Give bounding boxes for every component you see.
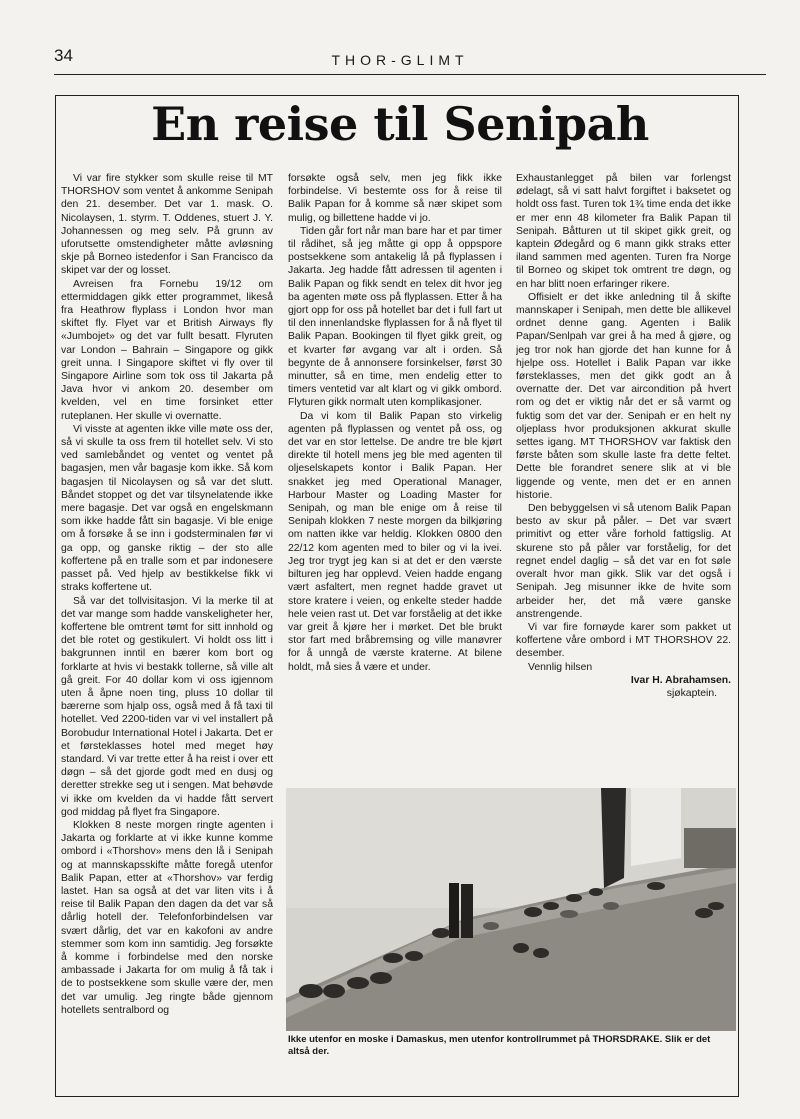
page-number: 34	[54, 46, 73, 65]
paragraph: Vi var fire stykker som skulle reise til MT THORSHOV som ventet å ankomme Senipah den 21. desember. Det var 1. mask. O. Nicolaysen, 1. styrm. T. Oddenes, stuert J. Y. Johannessen og meg selv. På grunn av uforutsette omstendigheter måtte avløsning skje på Borneo istedenfor i San Francisco da skipet var der og losset.	[61, 173, 273, 277]
paragraph: Den bebyggelsen vi så utenom Balik Papan besto av skur på påler. – Det var svært primitivt og etter våre forhold fattigslig. At skurene sto på påler var forståelig, for det regnet endel daglig – så det var en fot søle overalt hvor man gikk. Slik var det også i Senipah. Jeg misunner ikke de hvite som arbeider her, det må være ganske anstrengende.	[516, 503, 731, 620]
photo-caption: Ikke utenfor en moske i Damaskus, men utenfor kontrollrummet på THORSDRAKE. Slik er det altså der.	[288, 1034, 711, 1057]
closing: Vennlig hilsen	[528, 661, 593, 673]
article-title: En reise til Senipah	[151, 97, 649, 151]
paragraph: Avreisen fra Fornebu 19/12 om ettermiddagen gikk etter programmet, likeså fra Heathrow flyplass i London hvor man skiftet fly. Flyet var et British Airways fly «Jumbojet» og det var fullt besatt. Flyruten var London – Bahrain – Singapore og gikk greit unna. I Singapore skiftet vi fly over til Singapore Airline som tok oss til Jakarta på Java hvor vi ankom 20. desember om kvelden, vel en time forsinket etter ruteplanen. Her skulle vi overnatte.	[61, 278, 273, 422]
column-2	[288, 172, 502, 772]
running-head: THOR-GLIMT	[331, 52, 469, 68]
paragraph: Vi visste at agenten ikke ville møte oss der, så vi skulle ta oss frem til hotellet selv. Vi sto ved samlebåndet og ventet og ventet på bagasjen, men vår bagasje kom ikke. Så kom bagasjen til Nicolaysen og så var det slutt. Båndet stoppet og det var tilsynelatende ikke mere bagasje. Det var også en engelskmann som ikke hadde fått sin bagasje. Vi ble enige om å forsøke å se inn i godsterminalen før vi ga opp, og ganske riktig – der sto alle koffertene på en tralle som et par indonesere passet på. Ved hjelp av bestikkelse fikk vi straks koffertene ut.	[61, 423, 273, 594]
paragraph: Exhaustanlegget på bilen var forlengst ødelagt, så vi satt halvt forgiftet i baksetet og holdt oss fast. Turen tok 1¾ time enda det ikke er mer enn 48 kilometer fra Balik Papan til Senipah. Båtturen ut til skipet gikk greit, og kaptein Ødegård og 6 mann gikk straks etter iland sammen med agenten. Turen fra Norge til Borneo og skipet tok omtrent tre døgn, og en har blitt noen erfaringer rikere.	[516, 173, 731, 290]
paragraph: Offisielt er det ikke anledning til å skifte mannskaper i Senipah, men dette ble allikevel ordnet denne gang. Agenten i Balik Papan/Senlpah var grei å ha med å gjøre, og jeg tror nok han gjorde det han kunne for å hjelpe oss. Hotellet i Balik Papan var ikke førsteklasses, men det gikk godt an å overnatte der. Det var aircondition på hvert rom og det er viktig når det er så varmt og fuktig som det var der. Senipah er en helt ny oljeplass hvor produksjonen akkurat skulle settes igang. MT THORSHOV var faktisk den første båten som skulle laste fra dette feltet. Dette ble forandret senere slik at vi ble liggende og vente, men det er en annen historie.	[516, 291, 731, 501]
paragraph: Vi var fire fornøyde karer som pakket ut koffertene våre ombord i MT THORSHOV 22. desember.	[516, 621, 731, 660]
paragraph: Da vi kom til Balik Papan sto virkelig agenten på flyplassen og ventet på oss, og det var en stor lettelse. De andre tre ble kjørt direkte til hotell mens jeg ble med agenten til oljeselskapets kontor i Balik Papan. Her snakket jeg med Operational Manager, Harbour Master og Loading Master for Senipah, og man ble enige om å reise til Senipah klokken 7 neste morgen da bilkjøring om natten ikke var heldig. Klokken 0800 den 22/12 kom agenten med to biler og vi la ivei. Jeg tror trygt jeg kan si at det er den værste bilturen jeg har opplevd. Veien hadde engang vært asfaltert, men regnet hadde gravet ut store kratere i veien, og enkelte steder hadde hele veien rast ut. Det var forståelig at det ikke var greit å kjøre her i mørket. Det ble brukt stor fart med bråbremsing og ville manøvrer for å unngå de værste kraterne. At bilene holdt, må sies å være et under.	[288, 410, 502, 673]
signature-title: sjøkaptein.	[666, 687, 717, 699]
header-rule	[54, 74, 766, 75]
photo-shoes-outside-control-room	[286, 788, 736, 1031]
column-3	[516, 172, 731, 772]
column-1	[61, 172, 273, 1092]
paragraph: forsøkte også selv, men jeg fikk ikke forbindelse. Vi bestemte oss for å reise til Balik Papan for å komme så nær skipet som mulig, og billettene hadde vi jo.	[288, 173, 502, 224]
signature-name: Ivar H. Abrahamsen.	[630, 674, 731, 686]
paragraph: Klokken 8 neste morgen ringte agenten i Jakarta og forklarte at vi ikke kunne komme ombord i «Thorshov» mens den lå i Senipah og at mannskapsskifte måtte foregå utenfor Balik Papan, etter at «Thorshov» var ferdig lastet. Han sa også at det var liten vits i å reise til Balik Papan den dagen da det var så dårlig hotell der. Telefonforbindelsen var svært dårlig, det var en kakofoni av andre stemmer som kom inn samtidig. Jeg forsøkte å komme i forbindelse med den norske ambassade i Jakarta for om mulig å få tak i de to postsekkene som skulle være der, men det var umulig. Jeg ringte både gjennom hotellets sentralbord og	[61, 819, 273, 1016]
paragraph: Tiden går fort når man bare har et par timer til rådihet, så jeg måtte gi opp å oppspore postsekkene som antakelig lå på flyplassen i Jakarta. Jeg hadde fått adressen til agenten i Balik Papan og fikk sendt en telex dit hvor jeg ba agenten møte oss på flyplassen. Etter å ha gjort opp for oss på hotellet bar det i full fart ut til den innenlandske flyplassen for å nå flyet til Balik Papan. Bookingen til flyet gikk greit, og et kvarter før avgang var alt i orden. Så begynte de å annonsere forsinkelser, først 30 minutter, så en time, men endelig etter to timers ventetid var alt klart og vi gikk ombord. Flyturen gikk normalt uten komplikasjoner.	[288, 225, 502, 409]
paragraph: Så var det tollvisitasjon. Vi la merke til at det var mange som hadde vanskeligheter her, koffertene ble omtrent tømt for sitt innhold og det ble rotet og gestikulert. Vi holdt oss litt i bakgrunnen inntil en bærer kom bort og forklarte at hvis vi bestakk tollerne, så ville alt gå greit. For 40 dollar kom vi oss igjennom uten å åpne noen ting, pluss 10 dollar til bærerne som hjalp oss, også med å få taxi til hotellet. Ved 2200-tiden var vi vel installert på Borobudur International Hotel i Jakarta. Det er et førsteklasses hotel med meget høy standard. Vi var trette etter å ha reist i over ett døgn – så det gjorde godt med en dusj og deretter strekke seg ut i sengen. Mat behøvde vi ikke om kvelden da vi hadde fått servert god middag på flyet fra Singapore.	[61, 595, 273, 818]
